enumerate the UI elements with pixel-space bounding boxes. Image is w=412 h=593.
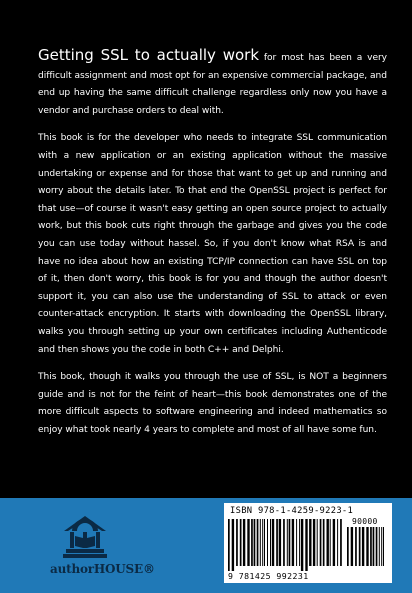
barcode-bar — [283, 519, 285, 566]
paragraph-intro — [38, 47, 387, 120]
barcode-bar — [276, 519, 278, 566]
barcode-bar — [270, 519, 271, 566]
barcode-bar — [240, 519, 242, 566]
barcode-bar — [292, 519, 294, 566]
barcode-bar — [289, 519, 291, 566]
barcode-bar — [296, 519, 297, 566]
barcode-bar — [267, 519, 268, 566]
lead-heading: Getting SSL to actually work — [38, 46, 260, 64]
barcode-bar — [366, 527, 368, 566]
barcode-bar — [333, 519, 335, 566]
barcode-bar — [309, 519, 311, 566]
publisher-name: authorHOUSE® — [50, 562, 155, 576]
barcode-bar — [351, 527, 353, 566]
barcode-bar — [247, 519, 249, 566]
barcode-bar — [257, 519, 259, 566]
barcode-bar — [359, 527, 361, 566]
publisher-logo — [50, 514, 155, 576]
barcode-bar — [301, 519, 303, 571]
barcode-bar — [264, 519, 265, 566]
barcode-bar — [272, 519, 274, 566]
barcode-bar — [327, 519, 329, 566]
barcode-bar — [254, 519, 256, 566]
barcode-bar — [376, 527, 378, 566]
barcode-bar — [228, 519, 230, 571]
paragraph-description: This book is for the developer who needs to integrate SSL communication with a new application or an existing application without the massive undertaking or expense and for those that want to get up and running and worry about the details later. To that end the OpenSSL project is perfect for that use—of course it wasn't easy getting an open source project to actually work, but this book cuts right through the garbage and gives you the code you can use today without hassel. So, if you don't know what RSA is and have no idea about how an existing TCP/IP connection can have SSL on top of it, then don't worry, this book is for you and though the author doesn't support it, you can also use the understanding of SSL to attack or even counter-attack encryption. It starts with downloading the OpenSSL library, walks you through setting up your own certificates including Authenticode and then shows you the code in both C++ and Delphi. — [38, 133, 387, 355]
house-book-icon — [60, 514, 110, 560]
barcode-bar — [383, 527, 384, 566]
isbn-label: ISBN 978-1-4259-9223-1 — [230, 506, 354, 516]
barcode-bar — [355, 527, 357, 566]
barcode-bar — [260, 519, 261, 566]
isbn-barcode — [224, 503, 392, 583]
barcode-bar — [373, 527, 375, 566]
barcode-bar — [379, 527, 380, 566]
barcode-bar — [320, 519, 322, 566]
barcode-bar — [232, 519, 234, 571]
barcode-bar — [279, 519, 281, 566]
lead-rest: for most has been a very difficult assignment and most opt for an expensive commercial package, and end up having the same difficult challenge regardless only now you have a vendor and purchase orders to deal with. — [38, 53, 388, 116]
barcode-bar — [299, 519, 300, 566]
barcode-bar — [313, 519, 315, 566]
barcode-bar — [305, 519, 307, 571]
barcode-bar — [262, 519, 263, 566]
addon-barcode-bars — [347, 527, 387, 571]
barcode-bar — [251, 519, 253, 566]
barcode-bar — [330, 519, 331, 566]
ean-digits: 9 781425 992231 — [228, 571, 309, 581]
barcode-bar — [337, 519, 338, 566]
barcode-bar — [287, 519, 288, 566]
barcode-bar — [236, 519, 238, 566]
barcode-bar — [362, 527, 364, 566]
barcode-bar — [340, 519, 342, 566]
back-cover-text — [38, 47, 387, 449]
barcode-bar — [347, 527, 349, 566]
barcode-bar — [317, 519, 318, 566]
barcode-bar — [381, 527, 382, 566]
barcode-bar — [243, 519, 245, 566]
ean-barcode-bars — [228, 519, 344, 571]
barcode-bar — [370, 527, 372, 566]
paragraph-warning: This book, though it walks you through the use of SSL, is NOT a beginners guide and is not for the feint of heart—this book demonstrates one of the more difficult aspects to software engineering and indeed mathematics so enjoy what took nearly 4 years to complete and most of all have some fun. — [38, 372, 387, 435]
price-code: 90000 — [352, 517, 378, 526]
barcode-bar — [323, 519, 325, 566]
